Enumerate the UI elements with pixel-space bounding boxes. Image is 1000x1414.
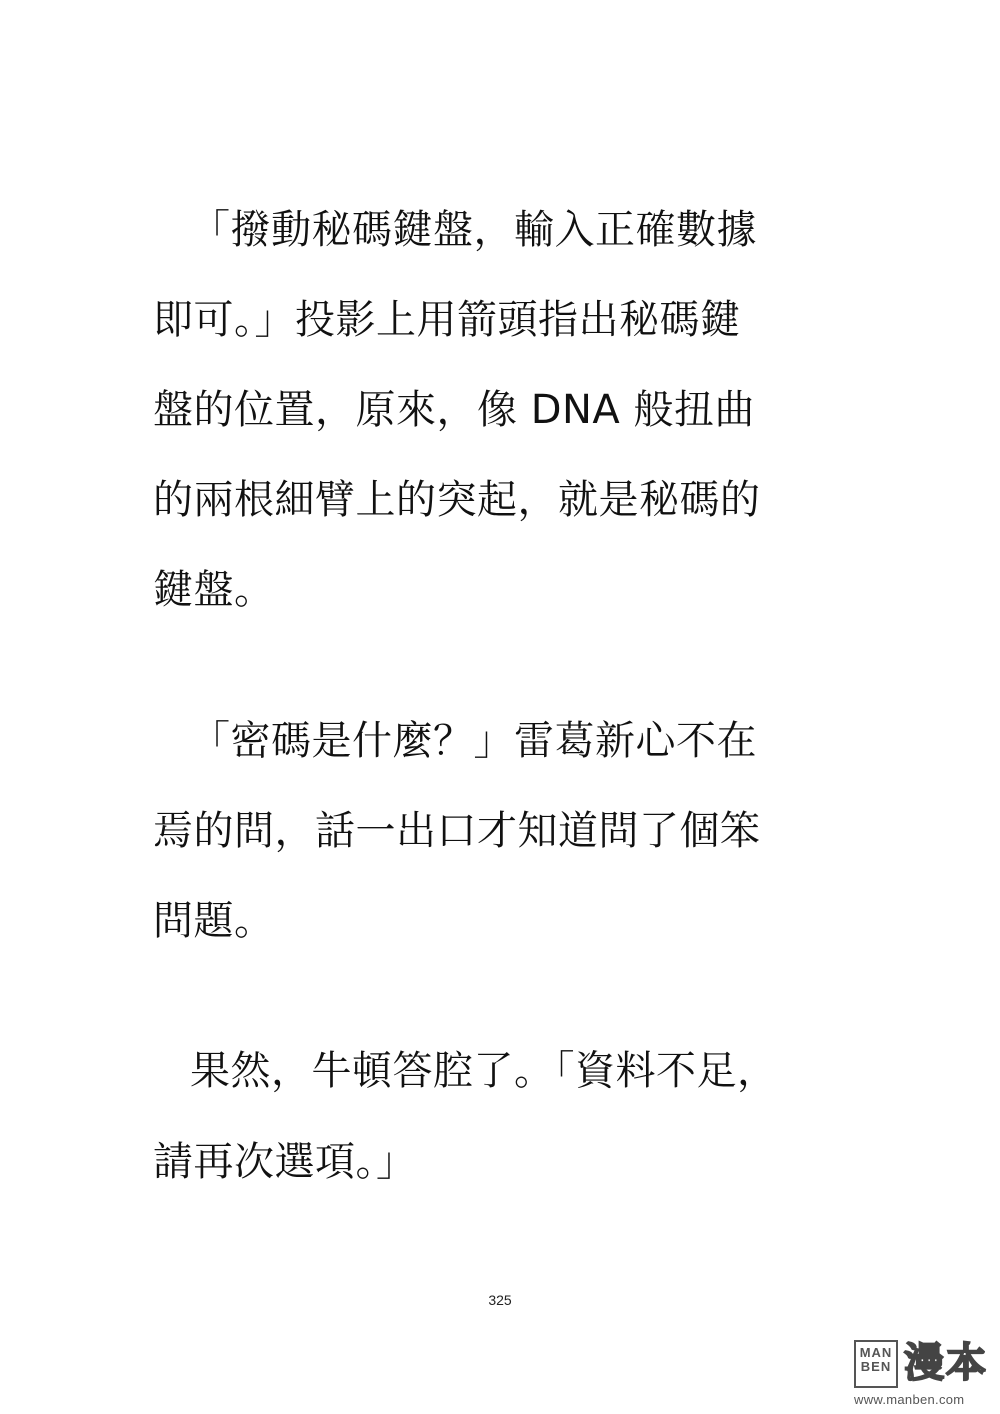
text-line: 盤的位置，原來，像 DNA 般扭曲: [153, 387, 756, 433]
logo-text-bottom: BEN: [860, 1359, 892, 1374]
text-line: 果然，牛頓答腔了。「資料不足，: [190, 1048, 778, 1094]
text-line: 的兩根細臂上的突起，就是秘碼的: [153, 477, 761, 523]
text-line: 請再次選項。」: [153, 1139, 417, 1185]
text-line: 焉的問，話一出口才知道問了個笨: [153, 808, 761, 854]
text-line: 即可。」投影上用箭頭指出秘碼鍵: [153, 297, 741, 343]
text-line: 「撥動秘碼鍵盤，輸入正確數據: [190, 207, 757, 253]
page-number: 325: [488, 1292, 512, 1308]
manben-logo-icon: [854, 1340, 898, 1388]
text-line: 鍵盤。: [153, 567, 275, 613]
watermark-logo: [848, 1338, 998, 1410]
text-line: 問題。: [153, 898, 275, 944]
watermark-title: 漫本: [904, 1340, 988, 1386]
text-line: 「密碼是什麼？」雷葛新心不在: [190, 718, 757, 764]
watermark-url: www.manben.com: [854, 1392, 965, 1407]
logo-text-top: MAN: [859, 1345, 893, 1360]
